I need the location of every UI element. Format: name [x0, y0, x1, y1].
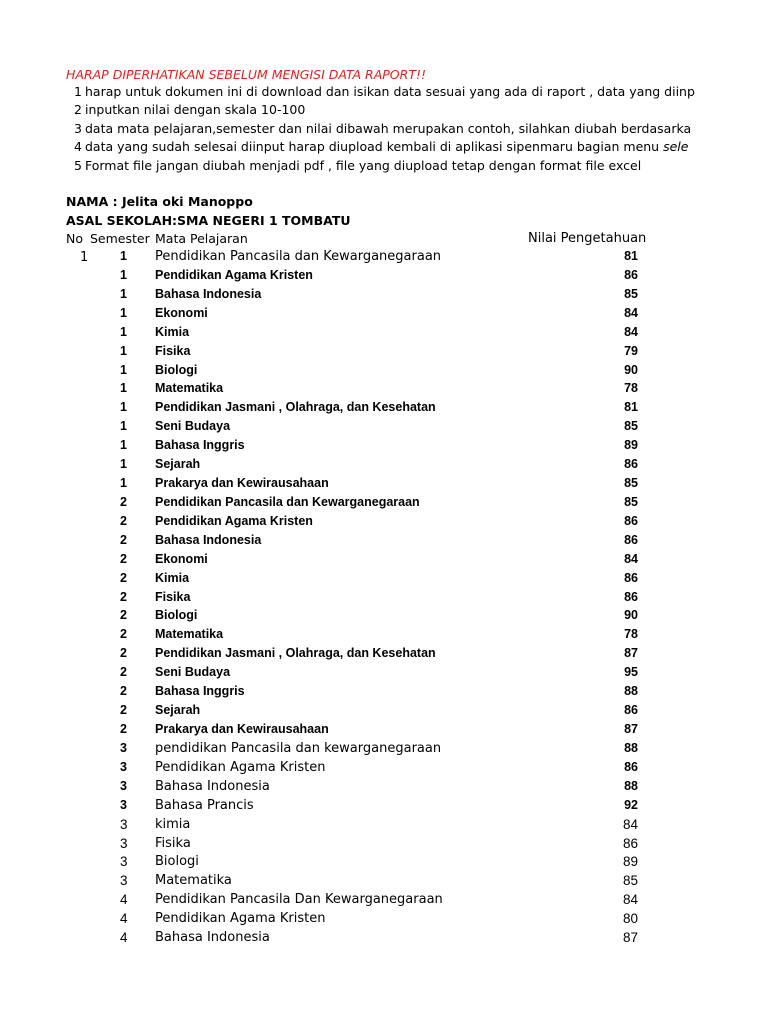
table-row: 2 Bahasa Indonesia 86 — [120, 532, 638, 547]
table-row: 2 Bahasa Inggris 88 — [120, 684, 638, 699]
subject-cell: Sejarah — [155, 703, 201, 718]
score-cell: 84 — [624, 305, 638, 320]
subject-cell: Kimia — [155, 570, 190, 585]
score-cell: 87 — [622, 930, 638, 946]
note-text: inputkan nilai dengan skala 10-100 — [85, 102, 306, 117]
subject-cell: Pendidikan Jasmani , Olahraga, dan Kesehatan — [155, 400, 436, 415]
score-cell: 80 — [622, 911, 638, 927]
subject-cell: Bahasa Indonesia — [155, 286, 262, 301]
subject-cell: Matematika — [155, 627, 224, 642]
note-text: Format file jangan diubah menjadi pdf , file yang diupload tetap dengan format file excel — [85, 158, 642, 173]
table-row: 2 Prakarya dan Kewirausahaan 87 — [120, 722, 638, 736]
table-row: 1 Ekonomi 84 — [120, 305, 638, 320]
score-cell: 85 — [624, 286, 638, 301]
table-row: 3 Biologi 89 — [120, 854, 638, 870]
note-text: data mata pelajaran,semester dan nilai dibawah merupakan contoh, silahkan diubah berdasarka — [85, 121, 692, 136]
table-row: 3 Bahasa Indonesia 88 — [120, 778, 638, 794]
score-cell: 87 — [624, 646, 638, 661]
subject-cell: pendidikan Pancasila dan kewarganegaraan — [155, 740, 442, 756]
header-semester: Semester — [90, 231, 150, 246]
table-row: 1 Seni Budaya 85 — [120, 419, 638, 434]
table-row: 2 Pendidikan Pancasila dan Kewarganegaraan 85 — [120, 494, 638, 509]
table-row: 3 Matematika 85 — [120, 873, 638, 889]
score-cell: 85 — [622, 873, 638, 889]
table-row: 2 Kimia 86 — [120, 570, 638, 585]
score-cell: 86 — [624, 759, 638, 774]
subject-cell: Seni Budaya — [155, 665, 231, 680]
subject-cell: Ekonomi — [155, 551, 208, 566]
student-school: ASAL SEKOLAH:SMA NEGERI 1 TOMBATU — [66, 213, 351, 228]
subject-cell: Bahasa Inggris — [155, 684, 245, 699]
score-cell: 95 — [624, 665, 638, 680]
subject-cell: Pendidikan Pancasila dan Kewarganegaraan — [155, 249, 442, 264]
score-cell: 88 — [624, 684, 638, 699]
score-cell: 89 — [624, 438, 638, 453]
score-cell: 84 — [622, 816, 638, 832]
warning-heading: HARAP DIPERHATIKAN SEBELUM MENGISI DATA RAPORT!! — [66, 67, 426, 82]
table-row: 3 Fisika 86 — [120, 835, 638, 851]
table-row: 3 Bahasa Prancis 92 — [120, 797, 638, 813]
score-cell: 85 — [624, 494, 638, 509]
score-cell: 78 — [624, 627, 638, 642]
note-number: 1 — [74, 84, 82, 99]
header-score: Nilai Pengetahuan — [528, 231, 647, 246]
score-cell: 84 — [624, 551, 638, 566]
note-emphasis: sele — [663, 139, 689, 154]
table-row: 1 Pendidikan Jasmani , Olahraga, dan Kesehatan 81 — [120, 400, 638, 415]
subject-cell: Pendidikan Pancasila Dan Kewarganegaraan — [155, 892, 443, 908]
score-cell: 79 — [624, 343, 638, 358]
table-row: 1 Matematika 78 — [120, 381, 638, 396]
score-cell: 88 — [624, 778, 638, 793]
subject-cell: kimia — [155, 816, 191, 832]
table-row: 2 Matematika 78 — [120, 627, 638, 642]
table-row: 2 Ekonomi 84 — [120, 551, 638, 566]
subject-cell: Matematika — [155, 381, 224, 396]
score-cell: 87 — [624, 722, 638, 736]
score-cell: 78 — [624, 381, 638, 396]
table-row: 3 pendidikan Pancasila dan kewarganegaraan 88 — [120, 740, 638, 756]
table-row: 2 Seni Budaya 95 — [120, 665, 638, 680]
table-row: 3 Pendidikan Agama Kristen 86 — [120, 759, 638, 775]
score-cell: 90 — [624, 362, 638, 377]
score-cell: 86 — [624, 532, 638, 547]
note-2 — [66, 101, 643, 119]
score-cell: 84 — [624, 324, 638, 339]
header-no: No — [66, 231, 83, 246]
subject-cell: Kimia — [155, 324, 190, 339]
score-cell: 86 — [624, 570, 638, 585]
subject-cell: Pendidikan Agama Kristen — [155, 759, 326, 775]
subject-cell: Seni Budaya — [155, 419, 231, 434]
score-cell: 86 — [622, 835, 638, 851]
note-text: data yang sudah selesai diinput harap diupload kembali di aplikasi sipenmaru bagian menu — [85, 139, 664, 154]
subject-cell: Biologi — [155, 362, 198, 377]
score-cell: 86 — [624, 513, 638, 528]
subject-cell: Biologi — [155, 854, 199, 870]
note-number: 5 — [74, 158, 82, 173]
table-row: 2 Biologi 90 — [120, 608, 638, 623]
subject-cell: Fisika — [155, 343, 191, 358]
table-row: 1 Kimia 84 — [120, 324, 638, 339]
subject-cell: Sejarah — [155, 457, 201, 472]
subject-cell: Ekonomi — [155, 305, 208, 320]
subject-cell: Pendidikan Jasmani , Olahraga, dan Kesehatan — [155, 646, 436, 661]
score-cell: 86 — [624, 589, 638, 604]
score-cell: 86 — [624, 457, 638, 472]
score-cell: 92 — [624, 797, 638, 812]
note-number: 2 — [74, 102, 82, 117]
table-row: 2 Pendidikan Agama Kristen 86 — [120, 513, 638, 528]
subject-cell: Prakarya dan Kewirausahaan — [155, 476, 329, 491]
row-number: 1 — [80, 250, 89, 265]
note-number: 3 — [74, 121, 82, 136]
table-row: 1 Biologi 90 — [120, 362, 638, 377]
table-row: 2 Pendidikan Jasmani , Olahraga, dan Kesehatan 87 — [120, 646, 638, 661]
table-row: 1 Pendidikan Agama Kristen 86 — [120, 267, 638, 282]
note-text: harap untuk dokumen ini di download dan isikan data sesuai yang ada di raport , data yang diinp — [85, 84, 695, 99]
subject-cell: Bahasa Indonesia — [155, 778, 270, 794]
note-5 — [66, 157, 643, 175]
subject-cell: Pendidikan Agama Kristen — [155, 513, 313, 528]
table-row: 4 Pendidikan Pancasila Dan Kewarganegaraan 84 — [120, 892, 638, 908]
score-cell: 90 — [624, 608, 638, 623]
subject-cell: Pendidikan Agama Kristen — [155, 267, 313, 282]
score-cell: 84 — [622, 892, 638, 908]
subject-cell: Bahasa Indonesia — [155, 930, 270, 946]
student-name: NAMA : Jelita oki Manoppo — [66, 194, 253, 209]
table-row: 1 Pendidikan Pancasila dan Kewarganegaraan 81 — [120, 249, 638, 264]
score-cell: 86 — [624, 703, 638, 718]
note-3 — [66, 120, 692, 138]
subject-cell: Bahasa Prancis — [155, 797, 254, 813]
note-number: 4 — [74, 139, 82, 154]
table-row: 2 Fisika 86 — [120, 589, 638, 604]
table-row: 2 Sejarah 86 — [120, 703, 638, 718]
table-row: 1 Sejarah 86 — [120, 457, 638, 472]
subject-cell: Pendidikan Agama Kristen — [155, 911, 326, 927]
table-row: 1 Prakarya dan Kewirausahaan 85 — [120, 476, 638, 491]
table-row: 1 Bahasa Indonesia 85 — [120, 286, 638, 301]
score-cell: 88 — [624, 740, 638, 755]
score-cell: 81 — [624, 249, 638, 263]
score-cell: 85 — [624, 476, 638, 491]
table-row: 4 Bahasa Indonesia 87 — [120, 930, 638, 946]
table-row: 4 Pendidikan Agama Kristen 80 — [120, 911, 638, 927]
table-row: 1 Fisika 79 — [120, 343, 638, 358]
subject-cell: Biologi — [155, 608, 198, 623]
score-cell: 81 — [624, 400, 638, 415]
subject-cell: Bahasa Indonesia — [155, 532, 262, 547]
note-1 — [66, 83, 695, 101]
score-cell: 89 — [622, 854, 638, 870]
subject-cell: Prakarya dan Kewirausahaan — [155, 722, 329, 736]
subject-cell: Pendidikan Pancasila dan Kewarganegaraan — [155, 494, 420, 509]
note-4 — [66, 138, 689, 156]
score-cell: 86 — [624, 267, 638, 282]
subject-cell: Fisika — [155, 589, 191, 604]
subject-cell: Matematika — [155, 873, 232, 889]
subject-cell: Bahasa Inggris — [155, 438, 245, 453]
header-subject: Mata Pelajaran — [155, 231, 248, 246]
table-row: 3 kimia 84 — [120, 816, 638, 832]
table-row: 1 Bahasa Inggris 89 — [120, 438, 638, 453]
score-cell: 85 — [624, 419, 638, 434]
subject-cell: Fisika — [155, 835, 191, 851]
